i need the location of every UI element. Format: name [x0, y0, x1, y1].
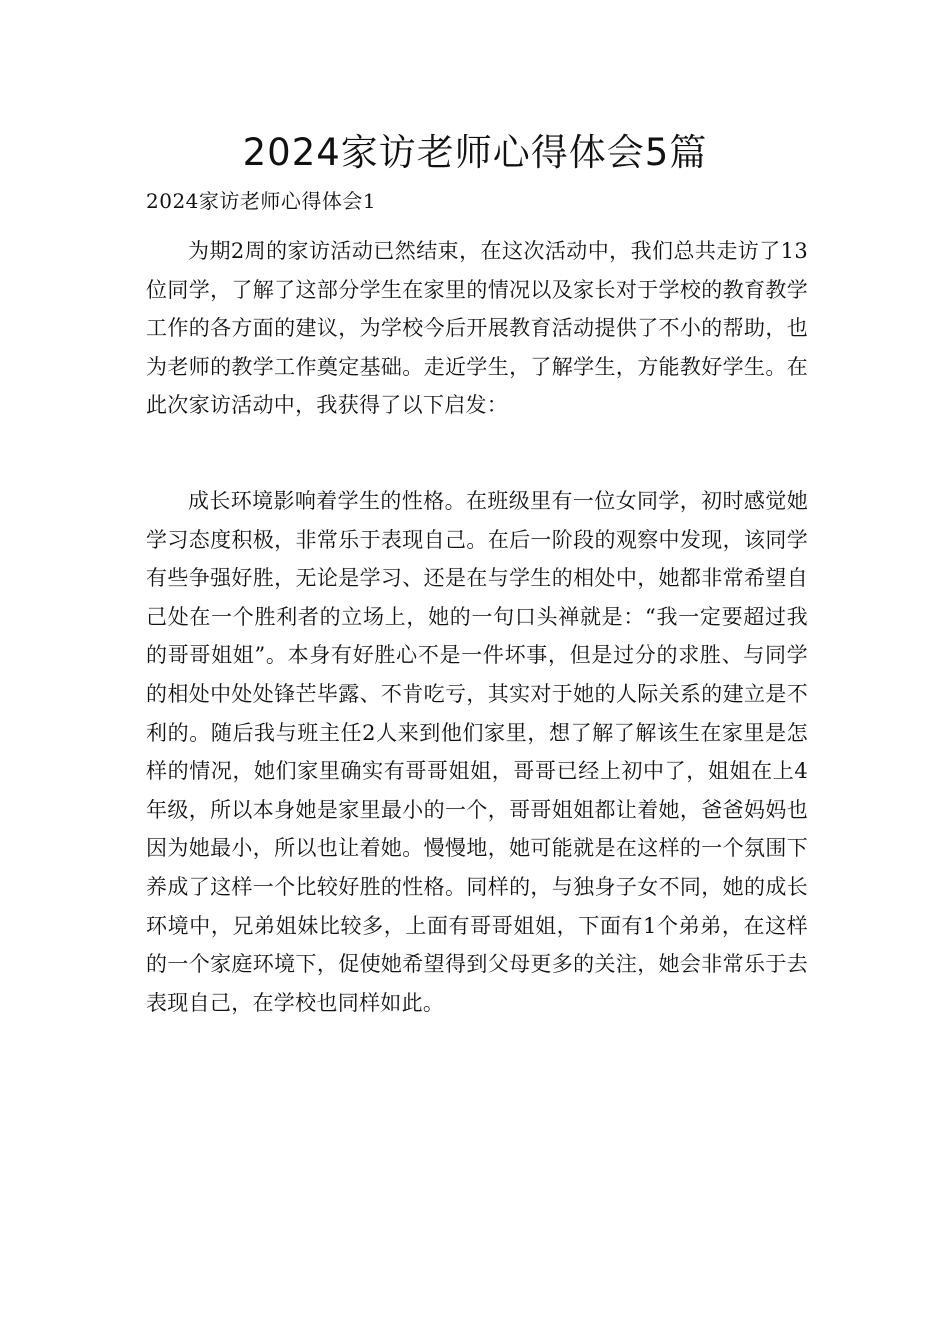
document-title: 2024家访老师心得体会5篇: [242, 131, 708, 174]
paragraph-1: 为期2周的家访活动已然结束，在这次活动中，我们总共走访了13位同学，了解了这部分学生在家里的情况以及家长对于学校的教育教学工作的各方面的建议，为学校今后开展教育活动提供了不小的帮助，也为老师的教学工作奠定基础。走近学生，了解学生，方能教好学生。在此次家访活动中，我获得了以下启发：: [146, 239, 808, 418]
paragraph-2: 成长环境影响着学生的性格。在班级里有一位女同学，初时感觉她学习态度积极，非常乐于表现自己。在后一阶段的观察中发现，该同学有些争强好胜，无论是学习、还是在与学生的相处中，她都非常希望自己处在一个胜利者的立场上，她的一句口头禅就是：“我一定要超过我的哥哥姐姐”。本身有好胜心不是一件坏事，但是过分的求胜、与同学的相处中处处锋芒毕露、不肯吃亏，其实对于她的人际关系的建立是不利的。随后我与班主任2人来到他们家里，想了解了解该生在家里是怎样的情况，她们家里确实有哥哥姐姐，哥哥已经上初中了，姐姐在上4年级，所以本身她是家里最小的一个，哥哥姐姐都让着她，爸爸妈妈也因为她最小，所以也让着她。慢慢地，她可能就是在这样的一个氛围下养成了这样一个比较好胜的性格。同样的，与独身子女不同，她的成长环境中，兄弟姐妹比较多，上面有哥哥姐姐，下面有1个弟弟，在这样的一个家庭环境下，促使她希望得到父母更多的关注，她会非常乐于去表现自己，在学校也同样如此。: [146, 489, 808, 1015]
section-heading: 2024家访老师心得体会1: [146, 189, 377, 213]
